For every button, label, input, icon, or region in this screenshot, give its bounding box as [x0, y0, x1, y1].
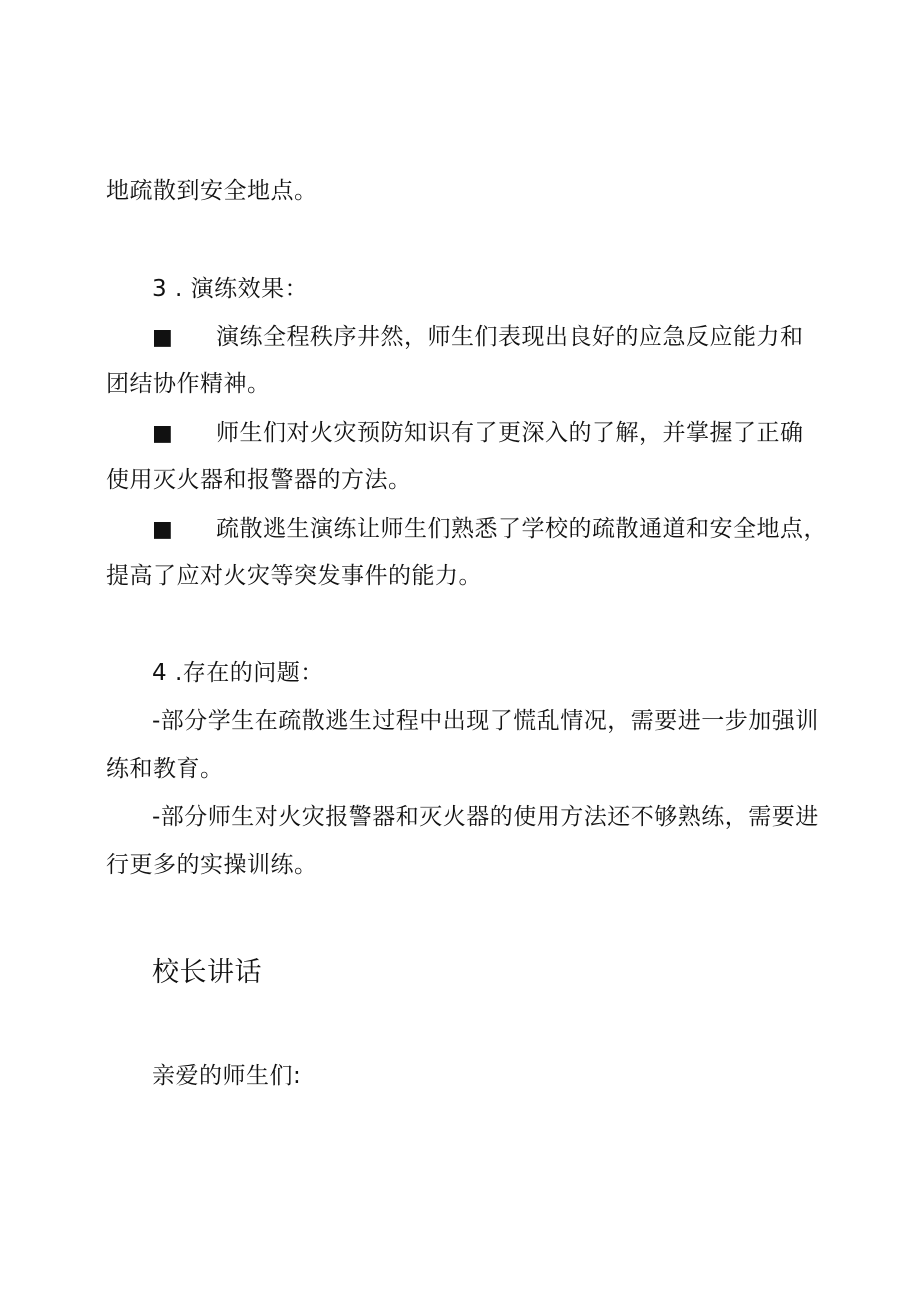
issue-item: -部分学生在疏散逃生过程中出现了慌乱情况，需要进一步加强训: [152, 708, 819, 734]
section-3-heading: 3 . 演练效果：: [152, 276, 309, 302]
issue-item-continued: 行更多的实操训练。: [106, 852, 318, 878]
principal-speech-title: 校长讲话: [152, 957, 262, 988]
section-4-heading: 4 .存在的问题：: [152, 660, 324, 686]
bullet-text-continued: 团结协作精神。: [106, 371, 271, 397]
bullet-item: [152, 514, 827, 545]
bullet-text: 疏散逃生演练让师生们熟悉了学校的疏散通道和安全地点，: [216, 516, 827, 542]
bullet-text: 师生们对火灾预防知识有了更深入的了解，并掌握了正确: [216, 420, 804, 446]
bullet-text: 演练全程秩序井然，师生们表现出良好的应急反应能力和: [216, 324, 804, 350]
issue-item: -部分师生对火灾报警器和灭火器的使用方法还不够熟练，需要进: [152, 804, 819, 830]
square-bullet-icon: ■: [152, 517, 174, 542]
bullet-item: [152, 418, 804, 449]
continuation-text: 地疏散到安全地点。: [106, 178, 318, 204]
bullet-item: [152, 322, 804, 353]
bullet-text-continued: 提高了应对火灾等突发事件的能力。: [106, 563, 482, 589]
square-bullet-icon: ■: [152, 421, 174, 446]
speech-greeting: 亲爱的师生们:: [152, 1063, 302, 1089]
issue-item-continued: 练和教育。: [106, 756, 224, 782]
bullet-text-continued: 使用灭火器和报警器的方法。: [106, 467, 412, 493]
square-bullet-icon: ■: [152, 325, 174, 350]
